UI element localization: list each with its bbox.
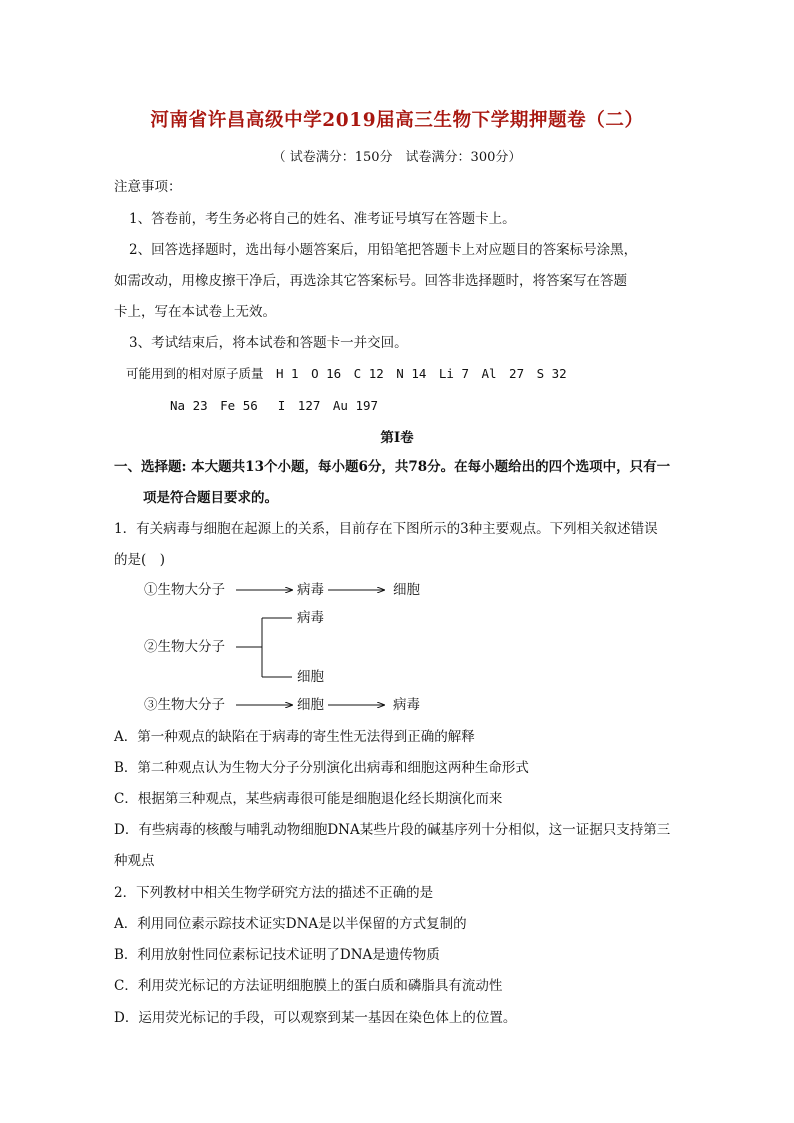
view3-start-label: ③生物大分子 <box>144 697 225 713</box>
q2-option-c: C．利用荧光标记的方法证明细胞膜上的蛋白质和磷脂具有流动性 <box>114 978 503 994</box>
q2-option-d: D．运用荧光标记的手段，可以观察到某一基因在染色体上的位置。 <box>114 1010 517 1026</box>
q2-option-b: B．利用放射性同位素标记技术证明了DNA是遗传物质 <box>114 947 440 963</box>
view2-start-label: ②生物大分子 <box>144 639 225 655</box>
view1-start-label: ①生物大分子 <box>144 582 225 598</box>
view1-end-label: 细胞 <box>393 582 420 598</box>
notice-heading: 注意事项： <box>114 179 182 195</box>
notice-item-2-line-3: 卡上，写在本试卷上无效。 <box>114 304 276 320</box>
q1-option-d-line-2: 种观点 <box>114 853 155 869</box>
origin-diagram <box>140 578 460 718</box>
view2-top-label: 病毒 <box>297 610 324 626</box>
atomic-masses-line-2: Na 23 Fe 56 I 127 Au 197 <box>170 398 379 413</box>
section-intro-line-1: 一、选择题: 本大题共13个小题，每小题6分，共78分。在每小题给出的四个选项中，只有一 <box>114 459 671 475</box>
exam-title: 河南省许昌高级中学2019届高三生物下学期押题卷（二） <box>150 110 644 131</box>
notice-item-1: 1、答卷前，考生务必将自己的姓名、准考证号填写在答题卡上。 <box>129 211 516 227</box>
section-heading: 第I卷 <box>380 430 414 446</box>
q1-stem-line-1: 1．有关病毒与细胞在起源上的关系，目前存在下图所示的3种主要观点。下列相关叙述错误 <box>114 521 658 537</box>
view3-end-label: 病毒 <box>393 697 420 713</box>
view3-mid-label: 细胞 <box>297 697 324 713</box>
q1-stem-line-2: 的是( ) <box>114 552 166 568</box>
q1-option-b: B．第二种观点认为生物大分子分别演化出病毒和细胞这两种生命形式 <box>114 760 529 776</box>
notice-item-3: 3、考试结束后，将本试卷和答题卡一并交回。 <box>129 335 408 351</box>
q2-option-a: A．利用同位素示踪技术证实DNA是以半保留的方式复制的 <box>114 916 467 932</box>
view1-mid-label: 病毒 <box>297 582 324 598</box>
notice-item-2-line-1: 2、回答选择题时，选出每小题答案后，用铅笔把答题卡上对应题目的答案标号涂黑， <box>129 242 638 258</box>
section-intro-line-2: 项是符合题目要求的。 <box>143 490 278 506</box>
view2-bottom-label: 细胞 <box>297 669 324 685</box>
q1-option-d-line-1: D．有些病毒的核酸与哺乳动物细胞DNA某些片段的碱基序列十分相似，这一证据只支持第三 <box>114 822 671 838</box>
atomic-masses-line-1: 可能用到的相对原子质量 H 1 O 16 C 12 N 14 Li 7 Al 27 S 32 <box>126 366 567 381</box>
notice-item-2-line-2: 如需改动，用橡皮擦干净后，再选涂其它答案标号。回答非选择题时，将答案写在答题 <box>114 273 627 289</box>
q1-option-c: C．根据第三种观点，某些病毒很可能是细胞退化经长期演化而来 <box>114 791 503 807</box>
q2-stem: 2．下列教材中相关生物学研究方法的描述不正确的是 <box>114 885 434 901</box>
q1-option-a: A．第一种观点的缺陷在于病毒的寄生性无法得到正确的解释 <box>114 729 475 745</box>
exam-subtitle: （ 试卷满分：150分 试卷满分：300分） <box>272 150 522 165</box>
